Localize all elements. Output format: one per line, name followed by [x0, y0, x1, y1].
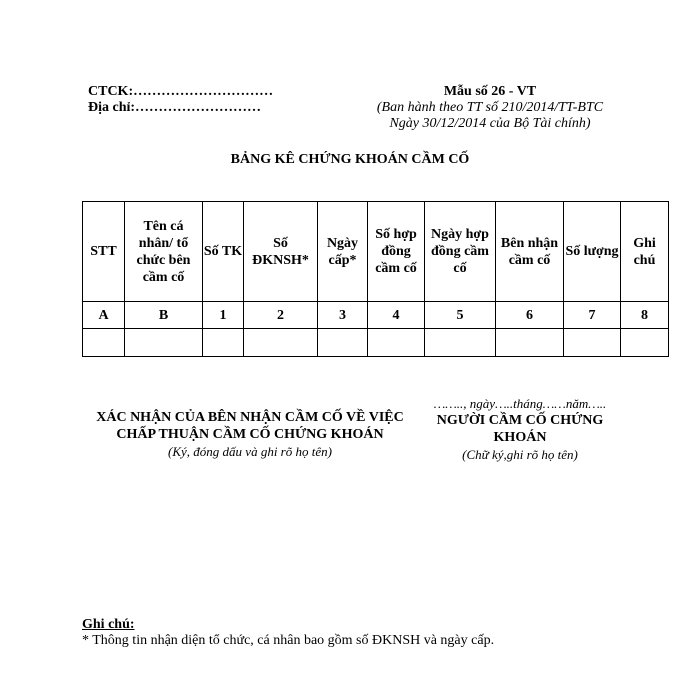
- col-code: 6: [496, 302, 564, 329]
- issued-line-2: Ngày 30/12/2014 của Bộ Tài chính): [389, 116, 591, 131]
- pledgee-confirmation-subtitle: (Ký, đóng dấu và ghi rõ họ tên): [168, 444, 332, 459]
- table-cell: [203, 329, 244, 357]
- col-code: 4: [368, 302, 425, 329]
- col-code: 3: [318, 302, 368, 329]
- col-header-contract-no: Số hợp đồng cầm cố: [368, 202, 425, 302]
- notes-section: [82, 617, 494, 649]
- header-right: [360, 84, 620, 132]
- col-header-pledgee: Bên nhận cầm cố: [496, 202, 564, 302]
- table-cell: [318, 329, 368, 357]
- col-code: 1: [203, 302, 244, 329]
- notes-line: * Thông tin nhận diện tổ chức, cá nhân bao gồm số ĐKNSH và ngày cấp.: [82, 633, 495, 648]
- col-header-quantity: Số lượng: [564, 202, 621, 302]
- table-cell: [83, 329, 125, 357]
- org-line: CTCK:…………………………: [88, 84, 274, 99]
- pledgor-signature-subtitle: (Chữ ký,ghi rõ họ tên): [462, 447, 578, 462]
- col-code: 8: [621, 302, 669, 329]
- table-cell: [244, 329, 318, 357]
- col-header-notes: Ghi chú: [621, 202, 669, 302]
- col-code: 5: [425, 302, 496, 329]
- form-number: Mẫu số 26 - VT: [443, 84, 537, 99]
- col-header-account-no: Số TK: [203, 202, 244, 302]
- table-cell: [368, 329, 425, 357]
- table-cell: [425, 329, 496, 357]
- col-header-issue-date: Ngày cấp*: [318, 202, 368, 302]
- table-cell: [564, 329, 621, 357]
- col-code: A: [83, 302, 125, 329]
- pledgor-signature-block: [410, 395, 630, 463]
- pledgee-confirmation-block: [90, 409, 410, 460]
- table-code-row: [83, 302, 669, 329]
- table-row: [83, 329, 669, 357]
- table-cell: [496, 329, 564, 357]
- issued-line-1: (Ban hành theo TT số 210/2014/TT-BTC: [376, 100, 604, 115]
- table-cell: [125, 329, 203, 357]
- col-header-stt: STT: [83, 202, 125, 302]
- table-cell: [621, 329, 669, 357]
- col-code: 2: [244, 302, 318, 329]
- col-header-pledgor-name: Tên cá nhân/ tổ chức bên cầm cố: [125, 202, 203, 302]
- header-left: [88, 84, 273, 116]
- date-line: …….., ngày…..tháng……năm…..: [433, 396, 607, 411]
- table-header-row: [83, 202, 669, 302]
- address-line: Địa chỉ:………………………: [88, 100, 262, 115]
- pledgor-signature-title: NGƯỜI CẦM CỐ CHỨNG KHOÁN: [436, 413, 604, 445]
- col-code: 7: [564, 302, 621, 329]
- pledged-securities-table: [82, 201, 669, 357]
- col-code: B: [125, 302, 203, 329]
- pledgee-confirmation-title: XÁC NHẬN CỦA BÊN NHẬN CẦM CỐ VỀ VIỆC CHẤP THUẬN CẦM CỐ CHỨNG KHOÁN: [96, 410, 404, 442]
- notes-label: Ghi chú:: [82, 617, 135, 632]
- col-header-registration-no: Số ĐKNSH*: [244, 202, 318, 302]
- document-title: BẢNG KÊ CHỨNG KHOÁN CẦM CỐ: [230, 152, 470, 167]
- col-header-contract-date: Ngày hợp đồng cầm cố: [425, 202, 496, 302]
